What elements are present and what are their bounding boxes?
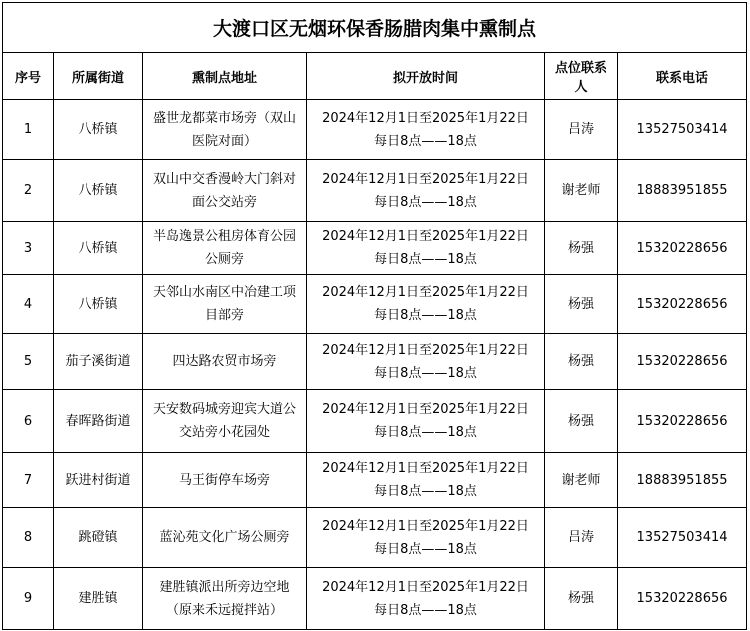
cell-address: 马王街停车场旁	[143, 453, 307, 508]
cell-phone: 15320228656	[618, 222, 747, 275]
cell-contact: 杨强	[545, 222, 618, 275]
title-row	[3, 3, 747, 53]
cell-time	[307, 568, 545, 630]
cell-address: 天安数码城旁迎宾大道公交站旁小花园处	[143, 390, 307, 453]
cell-address: 盛世龙都菜市场旁（双山医院对面）	[143, 100, 307, 160]
cell-street: 春晖路街道	[54, 390, 143, 453]
cell-no: 7	[3, 453, 54, 508]
cell-no: 5	[3, 334, 54, 390]
cell-no: 2	[3, 160, 54, 222]
cell-no: 8	[3, 508, 54, 568]
table-row	[3, 568, 747, 630]
cell-no: 4	[3, 275, 54, 334]
cell-phone: 15320228656	[618, 390, 747, 453]
header-address: 熏制点地址	[143, 53, 307, 100]
time-date: 2024年12月1日至2025年1月22日	[322, 110, 529, 126]
cell-time	[307, 390, 545, 453]
cell-no: 6	[3, 390, 54, 453]
cell-no: 3	[3, 222, 54, 275]
time-date: 2024年12月1日至2025年1月22日	[322, 285, 529, 300]
table-title: 大渡口区无烟环保香肠腊肉集中熏制点	[3, 3, 747, 53]
document-sheet	[2, 2, 746, 627]
cell-time	[307, 508, 545, 568]
time-hours: 每日8点——18点	[374, 484, 477, 499]
cell-phone: 13527503414	[618, 100, 747, 160]
cell-street: 跳磴镇	[54, 508, 143, 568]
time-hours: 每日8点——18点	[374, 425, 477, 440]
cell-phone: 13527503414	[618, 508, 747, 568]
cell-street: 跃进村街道	[54, 453, 143, 508]
cell-street: 八桥镇	[54, 100, 143, 160]
cell-address: 四达路农贸市场旁	[143, 334, 307, 390]
table-row	[3, 222, 747, 275]
cell-contact: 杨强	[545, 334, 618, 390]
cell-address: 建胜镇派出所旁边空地（原来禾远搅拌站）	[143, 568, 307, 630]
table-row	[3, 275, 747, 334]
cell-contact: 杨强	[545, 275, 618, 334]
time-hours: 每日8点——18点	[374, 308, 477, 323]
time-hours: 每日8点——18点	[374, 133, 477, 149]
table-row	[3, 508, 747, 568]
cell-address: 天邻山水南区中冶建工项目部旁	[143, 275, 307, 334]
time-hours: 每日8点——18点	[374, 602, 477, 618]
header-street: 所属街道	[54, 53, 143, 100]
cell-time	[307, 100, 545, 160]
cell-phone: 15320228656	[618, 568, 747, 630]
cell-time	[307, 275, 545, 334]
header-phone: 联系电话	[618, 53, 747, 100]
time-date: 2024年12月1日至2025年1月22日	[322, 171, 529, 187]
table-row	[3, 160, 747, 222]
time-date: 2024年12月1日至2025年1月22日	[322, 518, 529, 534]
cell-phone: 18883951855	[618, 453, 747, 508]
cell-no: 9	[3, 568, 54, 630]
cell-contact: 杨强	[545, 390, 618, 453]
cell-street: 八桥镇	[54, 275, 143, 334]
time-date: 2024年12月1日至2025年1月22日	[322, 402, 529, 417]
cell-street: 建胜镇	[54, 568, 143, 630]
cell-street: 八桥镇	[54, 222, 143, 275]
cell-street: 八桥镇	[54, 160, 143, 222]
table-row	[3, 100, 747, 160]
cell-contact: 谢老师	[545, 160, 618, 222]
cell-address: 半岛逸景公租房体育公园公厕旁	[143, 222, 307, 275]
cell-street: 茄子溪街道	[54, 334, 143, 390]
smoking-points-table	[2, 2, 747, 630]
cell-address: 双山中交香漫岭大门斜对面公交站旁	[143, 160, 307, 222]
header-no: 序号	[3, 53, 54, 100]
table-row	[3, 390, 747, 453]
cell-phone: 15320228656	[618, 275, 747, 334]
cell-address: 蓝沁苑文化广场公厕旁	[143, 508, 307, 568]
time-date: 2024年12月1日至2025年1月22日	[322, 229, 529, 244]
time-date: 2024年12月1日至2025年1月22日	[322, 342, 529, 358]
table-row	[3, 453, 747, 508]
cell-phone: 15320228656	[618, 334, 747, 390]
table-row	[3, 334, 747, 390]
time-hours: 每日8点——18点	[374, 541, 477, 557]
cell-no: 1	[3, 100, 54, 160]
header-row	[3, 53, 747, 100]
cell-contact: 谢老师	[545, 453, 618, 508]
time-hours: 每日8点——18点	[374, 365, 477, 381]
header-contact: 点位联系人	[545, 53, 618, 100]
time-hours: 每日8点——18点	[374, 252, 477, 267]
cell-time	[307, 453, 545, 508]
time-hours: 每日8点——18点	[374, 194, 477, 210]
cell-time	[307, 222, 545, 275]
cell-time	[307, 160, 545, 222]
header-time: 拟开放时间	[307, 53, 545, 100]
cell-contact: 吕涛	[545, 100, 618, 160]
time-date: 2024年12月1日至2025年1月22日	[322, 461, 529, 476]
time-date: 2024年12月1日至2025年1月22日	[322, 579, 529, 595]
cell-time	[307, 334, 545, 390]
cell-contact: 吕涛	[545, 508, 618, 568]
cell-phone: 18883951855	[618, 160, 747, 222]
cell-contact: 杨强	[545, 568, 618, 630]
